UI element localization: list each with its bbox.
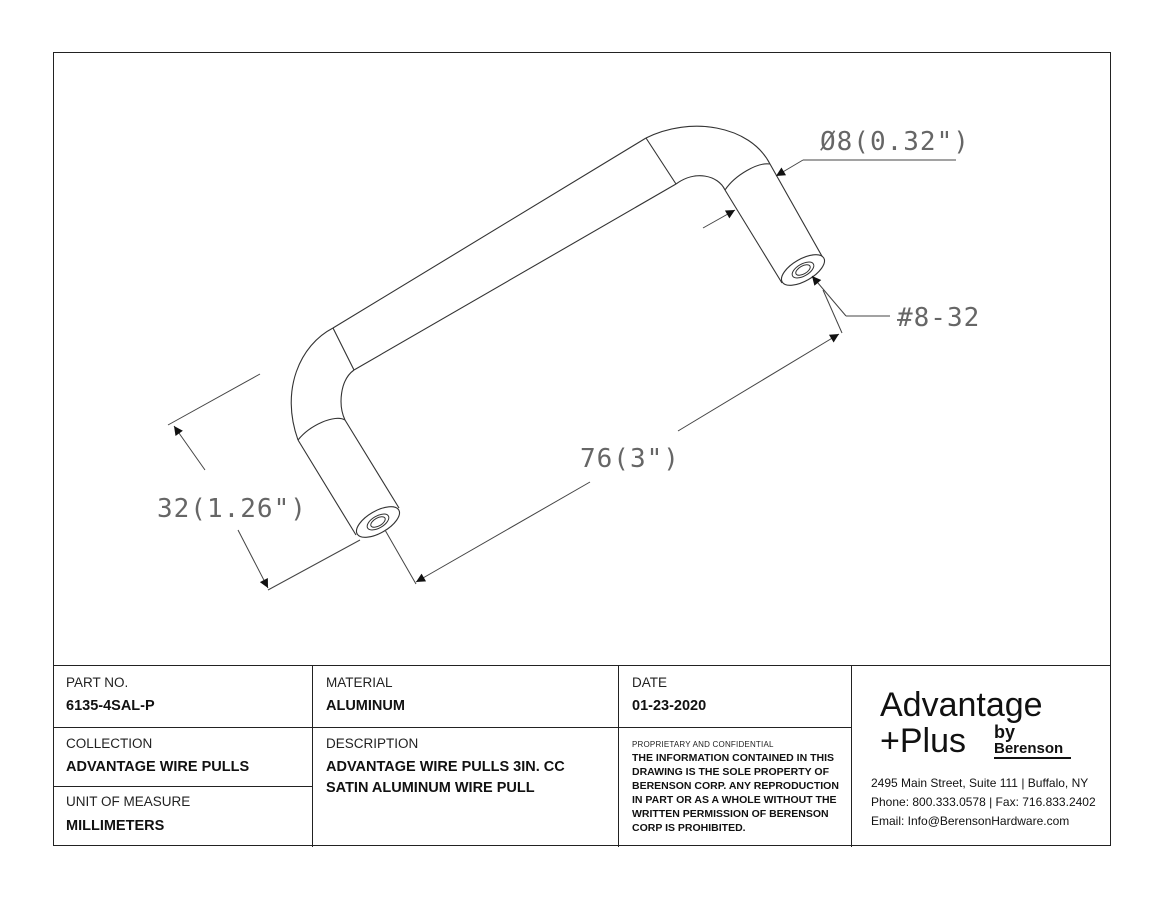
description-line-1: ADVANTAGE WIRE PULLS 3IN. CC: [326, 759, 565, 775]
length-dimension: [385, 290, 842, 584]
legal-line-3: BERENSON CORP. ANY REPRODUCTION: [632, 780, 839, 792]
logo-berenson: Berenson: [994, 740, 1071, 759]
col-material: [313, 666, 619, 847]
diameter-dimension: [703, 127, 970, 228]
thread-label: #8-32: [897, 303, 981, 333]
company-email: Email: Info@BerensonHardware.com: [871, 814, 1070, 828]
diameter-label: Ø8(0.32"): [820, 127, 970, 157]
date-value: 01-23-2020: [632, 698, 707, 714]
company-phone-fax: Phone: 800.333.0578 | Fax: 716.833.2402: [871, 795, 1096, 809]
proprietary-text: [632, 751, 847, 835]
part-no-value: 6135-4SAL-P: [66, 698, 155, 714]
legal-line-2: DRAWING IS THE SOLE PROPERTY OF: [632, 766, 829, 778]
unit-value: MILLIMETERS: [66, 818, 165, 834]
row-divider-2: [53, 786, 313, 787]
title-block: [53, 665, 1111, 847]
legal-line-6: CORP IS PROHIBITED.: [632, 822, 746, 834]
company-address: 2495 Main Street, Suite 111 | Buffalo, NY: [871, 776, 1089, 790]
material-value: ALUMINUM: [326, 698, 405, 714]
date-label: DATE: [632, 675, 668, 690]
description-line-2: SATIN ALUMINUM WIRE PULL: [326, 780, 535, 796]
collection-value: ADVANTAGE WIRE PULLS: [66, 759, 250, 775]
height-label: 32(1.26"): [157, 494, 307, 524]
thread-callout: [812, 276, 980, 333]
row-divider-1: [53, 727, 852, 728]
legal-line-4: IN PART OR AS A WHOLE WITHOUT THE: [632, 794, 837, 806]
description-label: DESCRIPTION: [326, 736, 419, 751]
legal-line-5: WRITTEN PERMISSION OF BERENSON: [632, 808, 829, 820]
logo-by: by: [994, 722, 1016, 742]
wire-pull-part: [291, 126, 829, 543]
legal-line-1: THE INFORMATION CONTAINED IN THIS: [632, 752, 835, 764]
height-dimension: [157, 374, 360, 590]
collection-label: COLLECTION: [66, 736, 153, 751]
part-no-label: PART NO.: [66, 675, 129, 690]
material-label: MATERIAL: [326, 675, 393, 690]
length-label: 76(3"): [580, 444, 680, 474]
unit-label: UNIT OF MEASURE: [66, 794, 191, 809]
logo-advantage: Advantage: [880, 686, 1043, 724]
logo-plus: +Plus: [880, 722, 966, 760]
proprietary-heading: PROPRIETARY AND CONFIDENTIAL: [632, 740, 774, 749]
